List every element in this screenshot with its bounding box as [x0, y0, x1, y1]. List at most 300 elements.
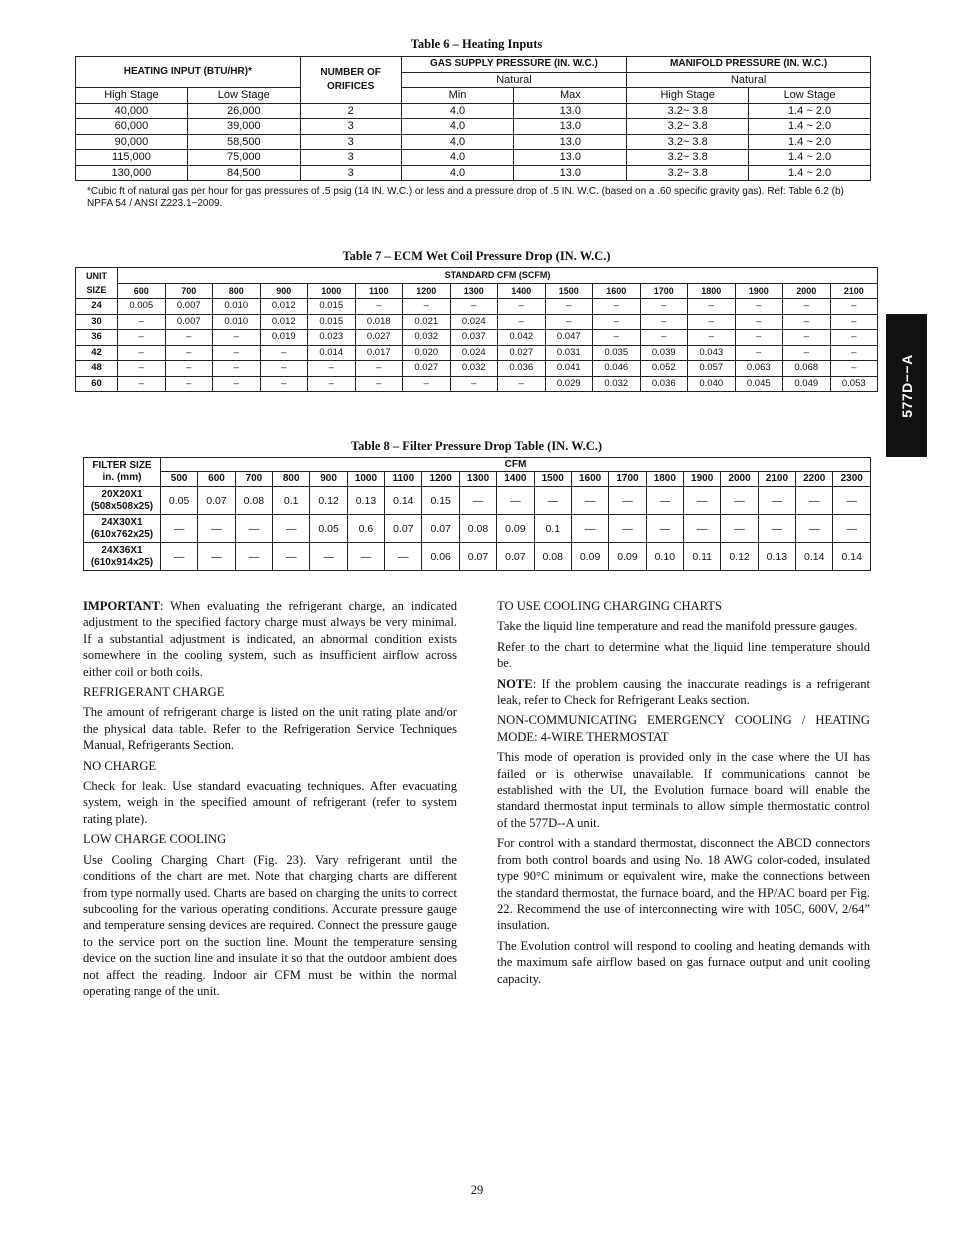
cfm-header-cell: 800 [213, 283, 261, 299]
table-row [84, 487, 871, 515]
table-cell: 0.010 [213, 314, 261, 330]
table-cell: – [450, 376, 498, 392]
sub-min: Min [401, 88, 514, 104]
table-cell: 0.040 [688, 376, 736, 392]
cfm-header-cell: 2100 [830, 283, 878, 299]
header-cfm: CFM [160, 458, 870, 472]
table-cell: 115,000 [76, 150, 188, 166]
table-cell: 0.015 [308, 314, 356, 330]
page-number: 29 [470, 1183, 484, 1197]
table-cell: — [721, 515, 758, 543]
left-column [83, 598, 457, 1003]
important-label: IMPORTANT [83, 599, 160, 613]
table-row [76, 150, 871, 166]
table-cell: 0.015 [308, 299, 356, 315]
table-cell: 0.057 [688, 361, 736, 377]
table-cell: 0.07 [198, 487, 235, 515]
table-cell: – [213, 361, 261, 377]
table-cell: – [403, 376, 451, 392]
table-row [84, 515, 871, 543]
table-cell: 0.1 [273, 487, 310, 515]
table-cell: 0.047 [545, 330, 593, 346]
table-cell: 0.027 [498, 345, 546, 361]
table-row [76, 165, 871, 181]
table-cell: 1.4 ~ 2.0 [749, 165, 871, 181]
table-cell: – [118, 345, 166, 361]
table-cell: — [758, 515, 795, 543]
table-cell: – [213, 330, 261, 346]
cfm-header-cell: 1200 [403, 283, 451, 299]
table-cell: – [688, 330, 736, 346]
table6-caption: Table 6 – Heating Inputs [410, 37, 543, 51]
unit-size-cell: 36 [76, 330, 118, 346]
table-cell: — [534, 487, 571, 515]
sub-high-stage-manifold: High Stage [627, 88, 749, 104]
unit-size-cell: 24 [76, 299, 118, 315]
table-cell: – [118, 314, 166, 330]
cfm-header-cell: 900 [310, 472, 347, 487]
table-cell: 0.046 [593, 361, 641, 377]
table-cell: – [260, 376, 308, 392]
filter-size-unit: in. (mm) [102, 472, 142, 483]
note-label: NOTE [497, 676, 533, 691]
table-cell: 0.010 [213, 299, 261, 315]
table-cell: – [260, 345, 308, 361]
table-cell: – [498, 299, 546, 315]
table-cell: 0.1 [534, 515, 571, 543]
header-orifices: NUMBER OF ORIFICES [300, 57, 401, 104]
table-cell: 3.2~ 3.8 [627, 103, 749, 119]
table-cell: — [571, 487, 608, 515]
table-cell: — [273, 543, 310, 571]
table-cell: – [165, 376, 213, 392]
table-cell: 0.053 [830, 376, 878, 392]
table-cell: – [308, 361, 356, 377]
table-cell: — [684, 487, 721, 515]
table-cell: 3 [300, 165, 401, 181]
table-cell: – [735, 345, 783, 361]
cfm-header-cell: 2100 [758, 472, 795, 487]
paragraph-low-charge-cooling: Use Cooling Charging Chart (Fig. 23). Vary refrigerant until the conditions of the chart are met. Note that charging charts are different from type normally used. Charts are based on charging the units to correct subcooling for the various operating conditions. Accurate pressure gauge and temperature sensing devices are required. Connect the pressure gauge to the service port on the suction line. Mount the temperature sensing device on the suction line and insulate it so that the outdoor ambient does not affect the reading. Indoor air CFM must be within the normal operating range of the unit. [83, 852, 457, 998]
table-cell: – [830, 345, 878, 361]
table-row [76, 134, 871, 150]
table-cell: 13.0 [514, 134, 627, 150]
table-cell: 0.12 [721, 543, 758, 571]
table-cell: — [758, 487, 795, 515]
table-cell: 26,000 [187, 103, 300, 119]
table-cell: 0.12 [310, 487, 347, 515]
table-cell: 0.023 [308, 330, 356, 346]
header-unit-size: UNIT SIZE [76, 268, 118, 299]
table-cell: – [783, 314, 831, 330]
table-cell: – [735, 330, 783, 346]
table-cell: 0.014 [308, 345, 356, 361]
table-cell: – [118, 376, 166, 392]
paragraph-standard-thermostat: For control with a standard thermostat, disconnect the ABCD connectors from both control boards and using No. 18 AWG color-coded, insulated type 90°C minimum or equivalent wire, make the connections between the standard thermostat, the furnace board, and the HP/AC board per Fig. 22. Recommend the use of interconnecting wire with 105C, 600V, 2/64” insulation. [497, 836, 870, 933]
table-cell: 0.049 [783, 376, 831, 392]
table-cell: 0.007 [165, 314, 213, 330]
table-cell: – [593, 314, 641, 330]
table-cell: 0.029 [545, 376, 593, 392]
table7-cfm-row [76, 283, 878, 299]
table-cell: 0.045 [735, 376, 783, 392]
table8-filter-pressure-drop [83, 457, 871, 571]
table-cell: 0.07 [497, 543, 534, 571]
cfm-header-cell: 2000 [721, 472, 758, 487]
table-cell: 1.4 ~ 2.0 [749, 150, 871, 166]
side-tab [886, 314, 927, 457]
table-cell: 0.005 [118, 299, 166, 315]
table-cell: 0.13 [347, 487, 384, 515]
table-cell: 3 [300, 119, 401, 135]
right-column [497, 598, 870, 991]
table-cell: — [273, 515, 310, 543]
table-cell: 0.039 [640, 345, 688, 361]
table-cell: — [385, 543, 422, 571]
table-cell: – [355, 361, 403, 377]
table-cell: – [165, 361, 213, 377]
table-cell: — [796, 515, 833, 543]
table-cell: 3.2~ 3.8 [627, 134, 749, 150]
cfm-header-cell: 600 [198, 472, 235, 487]
header-gas-supply: GAS SUPPLY PRESSURE (IN. W.C.) [401, 57, 627, 73]
table-cell: 0.15 [422, 487, 459, 515]
table-cell: 4.0 [401, 103, 514, 119]
cfm-header-cell: 1100 [385, 472, 422, 487]
table-cell: – [545, 314, 593, 330]
table-cell: 0.035 [593, 345, 641, 361]
important-text: : When evaluating the refrigerant charge, an indicated adjustment to the specified factory charge must always be very minimal. If a substantial adjustment is indicated, an abnormal condition exists somewhere in the cooling system, such as insufficient airflow across either coil or both coils. [83, 599, 457, 679]
table-cell: – [830, 299, 878, 315]
cfm-header-cell: 1700 [609, 472, 646, 487]
table-cell: 60,000 [76, 119, 188, 135]
table-cell: 0.07 [385, 515, 422, 543]
table-cell: – [498, 314, 546, 330]
table-cell: – [213, 345, 261, 361]
table-cell: 0.012 [260, 314, 308, 330]
table-cell: 1.4 ~ 2.0 [749, 134, 871, 150]
filter-size-mm: (508x508x25) [90, 500, 154, 512]
table-cell: 0.041 [545, 361, 593, 377]
table-cell: 13.0 [514, 165, 627, 181]
table-cell: – [830, 314, 878, 330]
sub-max: Max [514, 88, 627, 104]
table-cell: 4.0 [401, 119, 514, 135]
cfm-header-cell: 1700 [640, 283, 688, 299]
table-cell: 84,500 [187, 165, 300, 181]
cfm-header-cell: 1900 [684, 472, 721, 487]
cfm-header-cell: 1500 [545, 283, 593, 299]
paragraph-refrigerant-charge: The amount of refrigerant charge is listed on the unit rating plate and/or the physical data table. Refer to the Refrigeration Service Techniques Manual, Refrigerants Section. [83, 705, 457, 753]
table-cell: 0.037 [450, 330, 498, 346]
table-cell: — [198, 543, 235, 571]
table-cell: 3.2~ 3.8 [627, 165, 749, 181]
table-cell: 4.0 [401, 150, 514, 166]
table-cell: 1.4 ~ 2.0 [749, 103, 871, 119]
table-cell: – [545, 299, 593, 315]
table-cell: – [640, 299, 688, 315]
cfm-header-cell: 1400 [497, 472, 534, 487]
table-cell: 0.6 [347, 515, 384, 543]
table-cell: – [308, 376, 356, 392]
table-cell: — [310, 543, 347, 571]
table6-subheader-row [76, 88, 871, 104]
table-cell: 0.14 [833, 543, 871, 571]
table7-caption: Table 7 – ECM Wet Coil Pressure Drop (IN. W.C.) [342, 249, 611, 263]
table8-caption: Table 8 – Filter Pressure Drop Table (IN. W.C.) [350, 439, 603, 453]
table-row [76, 314, 878, 330]
table-cell: – [593, 330, 641, 346]
cfm-header-cell: 1200 [422, 472, 459, 487]
table-cell: — [796, 487, 833, 515]
filter-size-mm: (610x762x25) [90, 528, 154, 540]
table-row [76, 119, 871, 135]
table-cell: – [783, 299, 831, 315]
table-cell: 0.05 [310, 515, 347, 543]
cfm-header-cell: 1000 [308, 283, 356, 299]
important-paragraph [83, 598, 457, 680]
table-row [84, 543, 871, 571]
table-cell: – [118, 361, 166, 377]
table-cell: — [497, 487, 534, 515]
table-cell: 13.0 [514, 103, 627, 119]
header-manifold: MANIFOLD PRESSURE (IN. W.C.) [627, 57, 871, 73]
header-natural-gas: Natural [401, 72, 627, 88]
table-cell: — [646, 515, 683, 543]
table-cell: — [347, 543, 384, 571]
table-cell: – [735, 314, 783, 330]
paragraph-evolution-control: The Evolution control will respond to cooling and heating demands with the maximum safe airflow based on gas furnace output and unit cooling capacity. [497, 938, 870, 986]
paragraph-no-charge: Check for leak. Use standard evacuating techniques. After evacuating system, weigh in the specified amount of refrigerant (refer to system rating plate). [83, 779, 457, 826]
table-cell: — [160, 515, 197, 543]
table-cell: — [571, 515, 608, 543]
table-cell: 0.09 [571, 543, 608, 571]
filter-size-cell [84, 487, 161, 515]
table-cell: — [235, 543, 272, 571]
table-cell: 13.0 [514, 119, 627, 135]
paragraph-take-temperature: Take the liquid line temperature and read the manifold pressure gauges. [497, 619, 858, 634]
cfm-header-cell: 1600 [571, 472, 608, 487]
table-cell: 0.017 [355, 345, 403, 361]
heading-non-communicating: NON-COMMUNICATING EMERGENCY COOLING / HEATING MODE: 4-WIRE THERMOSTAT [497, 713, 870, 744]
table-cell: – [403, 299, 451, 315]
table-cell: – [640, 330, 688, 346]
table-row [76, 345, 878, 361]
header-filter-size [84, 458, 161, 487]
table-cell: – [640, 314, 688, 330]
cfm-header-cell: 600 [118, 283, 166, 299]
cfm-header-cell: 1000 [347, 472, 384, 487]
cfm-header-cell: 1400 [498, 283, 546, 299]
table-cell: 0.052 [640, 361, 688, 377]
table-cell: 1.4 ~ 2.0 [749, 119, 871, 135]
table-cell: 39,000 [187, 119, 300, 135]
table-cell: 0.021 [403, 314, 451, 330]
table-cell: 4.0 [401, 165, 514, 181]
cfm-header-cell: 1900 [735, 283, 783, 299]
table-cell: — [833, 515, 871, 543]
table-cell: 0.07 [459, 543, 496, 571]
table-cell: 0.05 [160, 487, 197, 515]
filter-size-cell [84, 543, 161, 571]
cfm-header-cell: 2000 [783, 283, 831, 299]
table-cell: 0.036 [498, 361, 546, 377]
table-cell: — [198, 515, 235, 543]
cfm-header-cell: 1300 [459, 472, 496, 487]
table-cell: 0.020 [403, 345, 451, 361]
header-natural-manifold: Natural [627, 72, 871, 88]
unit-size-cell: 42 [76, 345, 118, 361]
cfm-header-cell: 1500 [534, 472, 571, 487]
table-cell: 0.08 [235, 487, 272, 515]
table-cell: – [355, 376, 403, 392]
table-cell: 0.09 [609, 543, 646, 571]
table-cell: — [459, 487, 496, 515]
filter-size-label: FILTER SIZE [92, 460, 152, 471]
table6-heating-inputs [75, 56, 871, 181]
unit-size-cell: 30 [76, 314, 118, 330]
table-cell: 0.08 [459, 515, 496, 543]
cfm-header-cell: 1100 [355, 283, 403, 299]
table-cell: – [355, 299, 403, 315]
cfm-header-cell: 1300 [450, 283, 498, 299]
table-cell: — [609, 515, 646, 543]
heading-to-use-charts: TO USE COOLING CHARGING CHARTS [497, 599, 723, 613]
table-cell: 2 [300, 103, 401, 119]
heading-low-charge-cooling: LOW CHARGE COOLING [83, 832, 227, 847]
cfm-header-cell: 1600 [593, 283, 641, 299]
table-cell: 0.068 [783, 361, 831, 377]
heading-no-charge: NO CHARGE [83, 758, 157, 773]
table-cell: 3.2~ 3.8 [627, 119, 749, 135]
unit-size-cell: 48 [76, 361, 118, 377]
table-cell: – [783, 330, 831, 346]
table-cell: 0.07 [422, 515, 459, 543]
table-cell: 0.06 [422, 543, 459, 571]
table-cell: 0.007 [165, 299, 213, 315]
table-cell: – [498, 376, 546, 392]
table-cell: 0.019 [260, 330, 308, 346]
filter-size-mm: (610x914x25) [90, 556, 154, 568]
table-cell: – [688, 314, 736, 330]
table-cell: 0.027 [355, 330, 403, 346]
table6-footnote: *Cubic ft of natural gas per hour for gas pressures of .5 psig (14 IN. W.C.) or less and a pressure drop of .5 IN. W.C. (based on a .60 specific gravity gas). Ref: Table 6.2 (b) NPFA 54 / ANSI Z223.1−2009. [87, 186, 844, 209]
header-standard-cfm: STANDARD CFM (SCFM) [118, 268, 878, 284]
sub-low-stage-manifold: Low Stage [749, 88, 871, 104]
table-cell: 0.09 [497, 515, 534, 543]
unit-size-cell: 60 [76, 376, 118, 392]
filter-size-inches: 24X30X1 [101, 516, 143, 528]
table-cell: 0.14 [385, 487, 422, 515]
note-text: : If the problem causing the inaccurate readings is a refrigerant leak, refer to Check for Refrigerant Leaks section. [497, 676, 870, 708]
table-cell: — [833, 487, 871, 515]
cfm-header-cell: 700 [235, 472, 272, 487]
table-cell: 0.13 [758, 543, 795, 571]
table-cell: – [783, 345, 831, 361]
table-cell: — [609, 487, 646, 515]
table-cell: 0.032 [403, 330, 451, 346]
sub-high-stage: High Stage [76, 88, 188, 104]
table-cell: – [165, 345, 213, 361]
table-cell: — [160, 543, 197, 571]
cfm-header-cell: 500 [160, 472, 197, 487]
filter-size-cell [84, 515, 161, 543]
table-cell: – [165, 330, 213, 346]
table-cell: 0.018 [355, 314, 403, 330]
table-cell: 130,000 [76, 165, 188, 181]
filter-size-inches: 20X20X1 [101, 488, 143, 500]
table-cell: 0.032 [593, 376, 641, 392]
table-cell: – [830, 330, 878, 346]
table-cell: – [450, 299, 498, 315]
table-cell: 0.027 [403, 361, 451, 377]
table8-cfm-row [84, 472, 871, 487]
heading-refrigerant-charge: REFRIGERANT CHARGE [83, 685, 225, 700]
table-cell: – [830, 361, 878, 377]
table-cell: — [684, 515, 721, 543]
cfm-header-cell: 1800 [646, 472, 683, 487]
table-cell: 0.042 [498, 330, 546, 346]
table-cell: – [213, 376, 261, 392]
cfm-header-cell: 800 [273, 472, 310, 487]
sub-low-stage: Low Stage [187, 88, 300, 104]
cfm-header-cell: 2300 [833, 472, 871, 487]
table-cell: – [118, 330, 166, 346]
table-cell: — [646, 487, 683, 515]
paragraph-refer-chart: Refer to the chart to determine what the liquid line temperature should be. [497, 639, 870, 671]
table-cell: 4.0 [401, 134, 514, 150]
table-cell: 0.10 [646, 543, 683, 571]
table-cell: 13.0 [514, 150, 627, 166]
table-cell: 0.031 [545, 345, 593, 361]
table-row [76, 330, 878, 346]
table-cell: 3 [300, 134, 401, 150]
table-cell: 75,000 [187, 150, 300, 166]
table-row [76, 103, 871, 119]
table-cell: 90,000 [76, 134, 188, 150]
table-cell: – [260, 361, 308, 377]
side-tab-label: 577D−−A [898, 353, 915, 418]
table-cell: 0.08 [534, 543, 571, 571]
table-cell: 0.14 [796, 543, 833, 571]
note-paragraph [497, 676, 870, 709]
cfm-header-cell: 2200 [796, 472, 833, 487]
table-cell: 0.043 [688, 345, 736, 361]
table-cell: 0.032 [450, 361, 498, 377]
table-row [76, 361, 878, 377]
cfm-header-cell: 1800 [688, 283, 736, 299]
table-cell: – [593, 299, 641, 315]
table-cell: 0.012 [260, 299, 308, 315]
table-cell: 0.024 [450, 345, 498, 361]
table-row [76, 376, 878, 392]
table-cell: 58,500 [187, 134, 300, 150]
table-cell: – [735, 299, 783, 315]
table-cell: 0.024 [450, 314, 498, 330]
table-cell: — [721, 487, 758, 515]
table-cell: 0.11 [684, 543, 721, 571]
table-cell: 3 [300, 150, 401, 166]
table-cell: 3.2~ 3.8 [627, 150, 749, 166]
table-cell: — [235, 515, 272, 543]
table-cell: – [688, 299, 736, 315]
cfm-header-cell: 900 [260, 283, 308, 299]
cfm-header-cell: 700 [165, 283, 213, 299]
table-cell: 0.063 [735, 361, 783, 377]
table-cell: 40,000 [76, 103, 188, 119]
paragraph-mode-operation: This mode of operation is provided only in the case where the UI has failed or is otherwise unavailable. If communications cannot be established with the UI, the Evolution furnace board will enable the standard thermostat input terminals to allow simple thermostatic control of the 577D--A unit. [497, 750, 870, 830]
table7-wet-coil-pressure-drop [75, 267, 878, 392]
